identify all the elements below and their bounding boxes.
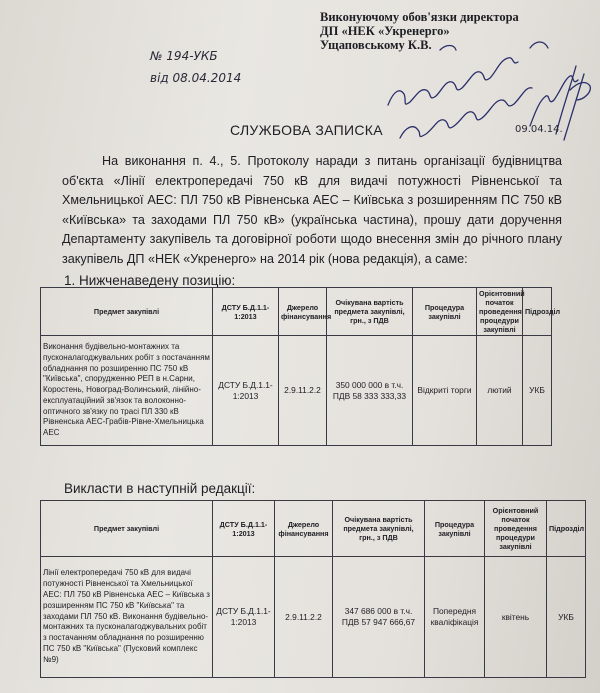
resolution-stroke	[440, 42, 548, 50]
table-header-row	[41, 501, 586, 557]
table-row	[41, 336, 552, 446]
cell-procedure: Відкриті торги	[413, 336, 477, 446]
cell-subject: Виконання будівельно-монтажних та пусконалагоджувальних робіт з постачанням обладнання по розширенню ПС 750 кВ "Київська", спорудженню РЕП в н.Сарни, Коростень, Новоград-Волинський, лінійно-експлуатаційний зв'язок та волоконно-оптичного зв'язку по трасі ПЛ 330 кВ Рівненська АЕС-Грабів-Рівне-Хмельницька АЕС	[41, 336, 213, 446]
resolution-stroke	[400, 88, 532, 138]
header-source: Джерело фінансування	[275, 501, 333, 557]
cost-vat: ПДВ 57 947 666,67	[341, 617, 416, 627]
current-position-table	[40, 287, 561, 446]
header-source: Джерело фінансування	[279, 288, 327, 336]
cell-unit: УКБ	[523, 336, 552, 446]
cell-procedure: Попередня кваліфікація	[425, 557, 485, 678]
cell-start: квітень	[485, 557, 547, 678]
header-subject: Предмет закупівлі	[41, 288, 213, 336]
addressee-name: Ущаповському К.В.	[320, 38, 432, 52]
header-procedure: Процедура закупівлі	[425, 501, 485, 557]
header-cost: Очікувана вартість предмета закупівлі, грн., з ПДВ	[327, 288, 413, 336]
cell-dstu: ДСТУ Б.Д.1.1-1:2013	[213, 557, 275, 678]
section-2-heading: Викласти в наступній редакції:	[64, 481, 256, 496]
header-dstu: ДСТУ Б.Д.1.1-1:2013	[213, 501, 275, 557]
handwritten-resolution	[380, 30, 600, 150]
cell-start: лютий	[477, 336, 523, 446]
cost-vat: ПДВ 58 333 333,33	[332, 390, 407, 401]
cell-source: 2.9.11.2.2	[279, 336, 327, 446]
header-cost: Очікувана вартість предмета закупівлі, грн., з ПДВ	[333, 501, 425, 557]
addressee-position: Виконуючому обов'язки директора	[320, 10, 519, 24]
cell-source: 2.9.11.2.2	[275, 557, 333, 678]
section-1-heading: 1. Нижченаведену позицію:	[64, 273, 236, 288]
memo-body: На виконання п. 4., 5. Протоколу наради з питань організації будівництва об'єкта «Лінії електропередачі 750 кВ для видачі потужності Рівненської та Хмельницької АЕС: ПЛ 750 кВ Рівненська АЕС – Київська з розширенням ПС 750 кВ «Київська» та заходами ПЛ 750 кВ» (українська частина), прошу дати доручення Департаменту закупівель та договірної роботи щодо внесення змін до річного плану закупівель ДП «НЕК «Укренерго» на 2014 рік (нова редакція), а саме:	[62, 154, 562, 266]
header-start: Орієнтовний початок проведення процедури закупівлі	[485, 501, 547, 557]
cost-total: 350 000 000 в т.ч.	[335, 379, 404, 390]
registration-number: № 194-УКБ	[150, 49, 218, 63]
header-subject: Предмет закупівлі	[41, 501, 213, 557]
cell-cost	[327, 336, 413, 446]
header-unit: Підрозділ	[547, 501, 586, 557]
addressee-company: ДП «НЕК «Укренерго»	[320, 24, 450, 38]
cell-unit: УКБ	[547, 557, 586, 678]
registration-stamp	[150, 45, 241, 89]
resolution-stroke	[388, 58, 518, 105]
document-title: СЛУЖБОВА ЗАПИСКА	[230, 122, 383, 138]
new-position-table	[40, 500, 586, 678]
table-row	[41, 557, 586, 678]
cell-dstu: ДСТУ Б.Д.1.1-1:2013	[213, 336, 279, 446]
cell-cost	[333, 557, 425, 678]
header-dstu: ДСТУ Б.Д.1.1-1:2013	[213, 288, 279, 336]
table-header-row	[41, 288, 552, 336]
header-start: Орієнтовний початок проведення процедури закупівлі	[477, 288, 523, 336]
resolution-date: 09.04.14.	[515, 124, 563, 135]
registration-date: від 08.04.2014	[150, 71, 242, 85]
cost-total: 347 686 000 в т.ч.	[344, 606, 413, 616]
header-procedure: Процедура закупівлі	[413, 288, 477, 336]
cell-subject: Лінії електропередачі 750 кВ для видачі потужності Рівненської та Хмельницької АЕС: ПЛ 750 кВ Рівненська АЕС – Київська з розширенням ПС 750 кВ "Київська" та заходами ПЛ 750 кВ. Виконання будівельно-монтажних та пусконалагоджувальних робіт з постачанням обладнання по розширенню ПС 750 кВ "Київська" (Пусковий комплекс №9)	[41, 557, 213, 678]
header-unit: Підрозділ	[523, 288, 552, 336]
